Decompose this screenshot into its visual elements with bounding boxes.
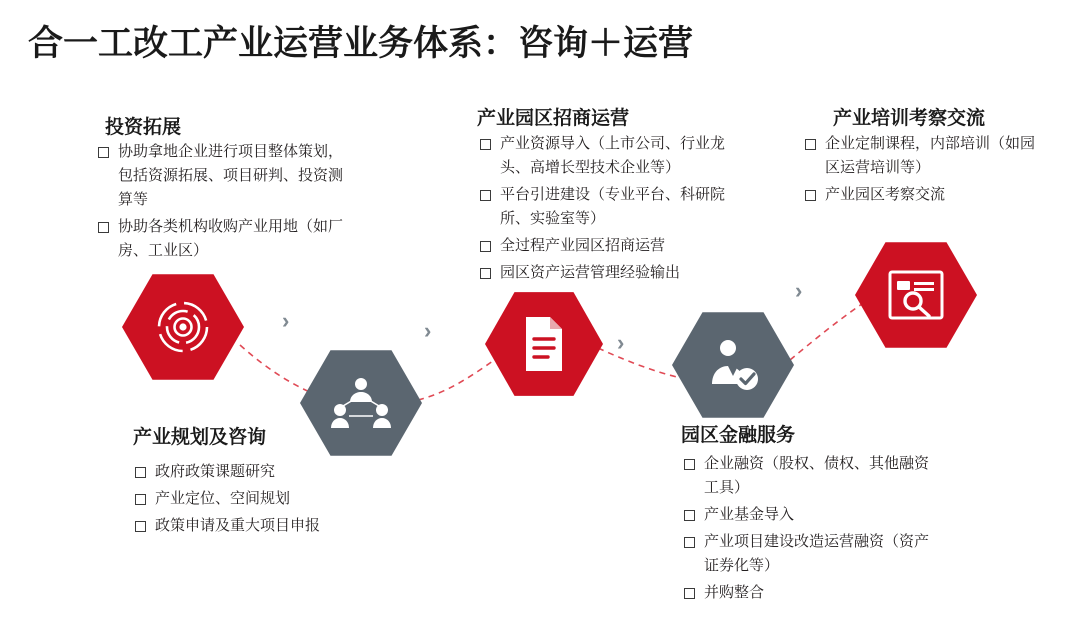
list-item: 并购整合 <box>684 581 934 605</box>
arrow-1-icon: › <box>282 308 290 333</box>
square-bullet-icon <box>805 139 816 150</box>
bullets-finance <box>684 452 934 608</box>
bullets-planning <box>135 460 395 541</box>
arrow-4-icon: › <box>795 278 803 303</box>
list-item: 产业基金导入 <box>684 503 934 527</box>
square-bullet-icon <box>135 467 146 478</box>
document-icon <box>520 315 568 373</box>
heading-investment: 投资拓展 <box>105 117 182 138</box>
list-item: 政策申请及重大项目申报 <box>135 514 395 538</box>
list-item: 平台引进建设（专业平台、科研院所、实验室等） <box>480 183 748 231</box>
heading-park-operation: 产业园区招商运营 <box>477 108 630 129</box>
list-item: 协助各类机构收购产业用地（如厂房、工业区） <box>98 215 348 263</box>
square-bullet-icon <box>135 521 146 532</box>
square-bullet-icon <box>480 241 491 252</box>
hexagon-training[interactable] <box>855 240 977 350</box>
consultant-check-icon <box>704 336 762 394</box>
hexagon-investment[interactable] <box>122 272 244 382</box>
square-bullet-icon <box>98 147 109 158</box>
heading-planning: 产业规划及咨询 <box>133 427 267 448</box>
square-bullet-icon <box>135 494 146 505</box>
heading-training: 产业培训考察交流 <box>833 108 986 129</box>
list-item: 产业定位、空间规划 <box>135 487 395 511</box>
bullets-park-operation <box>480 132 748 288</box>
search-board-icon <box>888 270 944 320</box>
square-bullet-icon <box>98 222 109 233</box>
hexagon-park-operation[interactable] <box>485 290 603 398</box>
list-item: 政府政策课题研究 <box>135 460 395 484</box>
list-item: 产业园区考察交流 <box>805 183 1035 207</box>
hexagon-planning[interactable] <box>300 348 422 458</box>
square-bullet-icon <box>684 588 695 599</box>
square-bullet-icon <box>684 510 695 521</box>
square-bullet-icon <box>480 139 491 150</box>
list-item: 产业资源导入（上市公司、行业龙头、高增长型技术企业等） <box>480 132 748 180</box>
hexagon-finance[interactable] <box>672 310 794 420</box>
square-bullet-icon <box>684 537 695 548</box>
page-title: 合一工改工产业运营业务体系：咨询＋运营 <box>28 24 694 63</box>
square-bullet-icon <box>480 268 491 279</box>
square-bullet-icon <box>805 190 816 201</box>
list-item: 企业融资（股权、债权、其他融资工具） <box>684 452 934 500</box>
square-bullet-icon <box>684 459 695 470</box>
list-item: 企业定制课程，内部培训（如园区运营培训等） <box>805 132 1035 180</box>
arrow-2-icon: › <box>424 318 432 343</box>
list-item: 产业项目建设改造运营融资（资产证券化等） <box>684 530 934 578</box>
people-network-icon <box>331 376 391 430</box>
list-item: 协助拿地企业进行项目整体策划，包括资源拓展、项目研判、投资测算等 <box>98 140 348 212</box>
square-bullet-icon <box>480 190 491 201</box>
list-item: 全过程产业园区招商运营 <box>480 234 748 258</box>
bullets-investment <box>98 140 348 266</box>
bullets-training <box>805 132 1035 210</box>
list-item: 园区资产运营管理经验输出 <box>480 261 748 285</box>
arrow-3-icon: › <box>617 330 625 355</box>
target-icon <box>155 299 211 355</box>
heading-finance: 园区金融服务 <box>681 425 796 446</box>
